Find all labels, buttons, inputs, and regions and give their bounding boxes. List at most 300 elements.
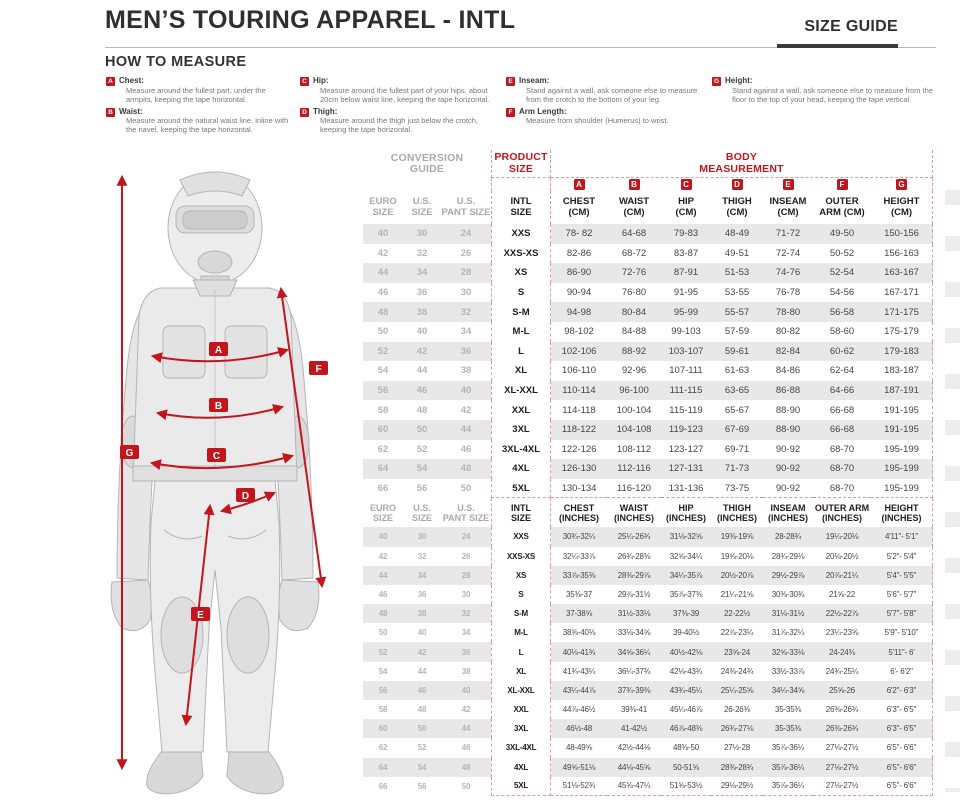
cell: 34¼-34⅝ [763,681,813,700]
cell: 116-120 [607,479,661,499]
legend-text-block [519,107,704,126]
cell: 48 [363,302,403,322]
cell: 30 [403,224,441,244]
cell: 130-134 [551,479,607,499]
legend-item [300,107,498,135]
table-row [363,777,933,796]
column-header: INSEAM (INCHES) [768,502,808,523]
badge-cell [607,178,661,191]
cell: 51-53 [711,263,763,283]
cell: 110-114 [551,381,607,401]
measure-legend [106,76,942,137]
column-header: CHEST (CM) [562,196,596,218]
cell: 22½-22⅞ [813,604,871,623]
cell: 78-80 [763,302,813,322]
cell: 38⅝-40⅛ [562,628,596,638]
cell: 33⅛-34⅝ [617,628,651,638]
how-to-measure-heading: HOW TO MEASURE [105,54,247,70]
cell: 50 [461,781,471,791]
column-header: OUTER ARM (INCHES) [814,502,870,523]
intl-size-cell: S-M [491,302,551,322]
cell: 23⅝-24 [711,642,763,661]
cell: 195-199 [871,459,933,479]
measurement-letter-badge: C [681,179,692,190]
cell: 46 [377,287,389,299]
figure-label-thigh: D [241,491,250,502]
cell: 118-122 [551,420,607,440]
cell: 37-38⅝ [551,604,607,623]
cell: 86-88 [763,381,813,401]
cell: 25¼-26¾ [607,527,661,546]
measurement-letter-badge: E [783,179,794,190]
intl-size-cell: XS [491,566,551,585]
legend-letter-badge: E [506,77,515,86]
cell: 35-35⅜ [763,719,813,738]
badge-cell [711,178,763,191]
cell: 80-84 [607,302,661,322]
cell: 38 [461,666,471,676]
cell: 46½-48 [551,719,607,738]
cell: 55-57 [711,302,763,322]
intl-size-cell: 3XL-4XL [491,440,551,460]
cell: 54 [403,459,441,479]
cell: 26 [460,247,472,259]
cell: 34 [403,566,441,585]
cell: 28⅜-28¾ [711,758,763,777]
cell: 56 [417,781,427,791]
table-row [363,420,933,440]
figure-label-chest: A [214,345,223,356]
badge-cell [813,178,871,191]
cell: 84-86 [775,365,801,377]
cell: 32 [441,604,491,623]
table-group-headers [363,150,933,178]
cell: 119-123 [661,420,711,440]
cell: 19⅝-20⅛ [720,551,754,561]
cell: 6'2"- 6'3" [871,681,933,700]
cell: 42 [403,342,441,362]
cell: 24¾-25¼ [825,666,859,676]
cell: 26⅜-26¾ [813,719,871,738]
cell: 88-90 [763,420,813,440]
table-row [363,263,933,283]
legend-item [106,76,292,104]
cell: 28⅜-29⅞ [607,566,661,585]
cell: 187-191 [871,381,933,401]
intl-size-cell: XXL [491,700,551,719]
cell: 28 [441,263,491,283]
cell: 54 [377,365,389,377]
cell: 106-110 [561,365,597,377]
intl-size-cell: XS [491,263,551,283]
cell: 26-26⅜ [724,705,750,715]
cell: 44 [363,263,403,283]
cell: 48-49⅝ [566,743,592,753]
cell: 48 [441,758,491,777]
cell: 34 [460,326,472,338]
cell: 122-126 [561,443,597,455]
cell: 50 [403,420,441,440]
table-row [363,719,933,738]
legend-item-description: Measure around the natural waist line, inline with the navel, keeping the tape horizontal. [126,116,289,134]
cell: 35⅞-36¼ [763,758,813,777]
cell: 100-104 [616,404,652,416]
cell: 32 [441,302,491,322]
cell: 34 [461,628,471,638]
figure-label-height: G [125,448,134,459]
cell: 40 [417,628,427,638]
cell: 62 [377,443,389,455]
cell: 31½-33⅛ [607,604,661,623]
rider-illustration [111,172,322,794]
legend-item [506,107,704,126]
column-header: WAIST (INCHES) [614,502,654,523]
intl-size-cell: L [491,342,551,362]
badge-cell [763,178,813,191]
cell: 111-115 [661,381,711,401]
cell: 5'2"- 5'4" [871,547,933,566]
cell: 44 [441,719,491,738]
cell: 76-78 [775,287,801,299]
cell: 58-60 [829,326,855,338]
cell: 48 [363,604,403,623]
cell: 27⅛-27½ [813,758,871,777]
column-header: U.S. PANT SIZE [441,196,491,218]
cell: 69-71 [724,443,750,455]
cell: 68-72 [621,247,647,259]
cell: 32 [417,551,427,561]
intl-size-cell: 5XL [491,777,551,796]
cell: 27⅛-27½ [813,777,871,796]
legend-item-description: Measure around the thigh just below the crotch, keeping the tape horizontal. [320,116,479,134]
cell: 84-88 [621,326,647,338]
cell: 30 [461,589,471,599]
cell: 49⅝-51⅛ [551,758,607,777]
legend-text-block [313,76,498,104]
column-header: OUTER ARM (CM) [819,196,865,218]
decorative-checker-strip [945,190,960,792]
table-row [363,662,933,681]
column-header: U.S. SIZE [411,502,432,523]
cell: 40 [416,326,428,338]
cell: 19⅜-19⅝ [711,527,763,546]
cell: 60 [363,719,403,738]
badge-cell [871,178,933,191]
legend-item-name: Arm Length: [519,106,567,116]
legend-item [300,76,498,104]
cell: 36¼-37¾ [617,666,651,676]
cell: 38 [403,604,441,623]
cell: 36 [441,642,491,661]
cell: 32⅝-34¼ [669,551,703,561]
table-row [363,623,933,642]
inches-size-table [363,498,933,796]
cell: 73-75 [711,479,763,499]
cell: 86-90 [551,263,607,283]
cell: 78- 82 [551,224,607,244]
cell: 46 [403,681,441,700]
cell: 68-70 [829,443,855,455]
cm-size-table [363,191,933,498]
cell: 76-80 [621,287,647,299]
cell: 49-50 [813,224,871,244]
body-measurement-header: BODY MEASUREMENT [551,150,933,178]
cell: 102-106 [551,342,607,362]
legend-text-block [119,107,292,135]
intl-size-cell: 5XL [491,479,551,499]
cell: 32 [416,247,428,259]
measurement-letter-badge: G [896,179,907,190]
legend-item-name: Height: [725,76,753,85]
legend-item-description: Stand against a wall, ask someone else to measure from the crotch to the bottom of your leg. [526,85,698,104]
measurement-letter-badge: F [837,179,848,190]
legend-item-description: Measure around the fullest part of your hips, about 20cm below waist line, keeping the tape horizontal. [320,85,490,104]
intl-size-cell: XL-XXL [491,681,551,700]
cell: 38 [460,365,472,377]
cell: 67-69 [711,420,763,440]
cell: 29⅞-31½ [617,589,651,599]
cell: 4'11"- 5'1" [871,527,933,546]
legend-text-block [313,107,498,135]
cell: 35⅞-36¼ [771,743,805,753]
cell: 56 [363,681,403,700]
legend-item [506,76,704,104]
table-row [363,224,933,244]
cell: 83-87 [673,247,699,259]
cell: 91-95 [673,287,699,299]
cell: 92-96 [621,365,647,377]
cell: 44 [417,666,427,676]
cell: 49-51 [724,247,750,259]
cell: 42 [461,705,471,715]
cell: 48 [417,705,427,715]
column-header: HEIGHT (INCHES) [871,498,933,527]
cell: 38 [403,302,441,322]
intl-size-cell: L [491,642,551,661]
measurement-figure [60,150,360,800]
cell: 46⅞-48⅜ [661,719,711,738]
badge-spacer [491,178,551,191]
cell: 51⅝-53½ [661,777,711,796]
table-row [363,642,933,661]
cell: 5'9"- 5'10" [871,623,933,642]
legend-item-description: Measure around the fullest part, under the armpits, keeping the tape horizontal. [126,85,266,104]
table-row [363,381,933,401]
cell: 71-72 [763,224,813,244]
cell: 32⅝-33⅛ [763,642,813,661]
cell: 74-76 [763,263,813,283]
legend-letter-badge: D [300,108,309,117]
intl-size-cell: 3XL [491,719,551,738]
intl-size-cell: S [491,283,551,303]
cell: 99-103 [671,326,701,338]
measurement-badge-row [363,178,933,191]
intl-size-cell: XXS-XS [491,547,551,566]
cell: 35-35⅜ [775,705,801,715]
size-guide-underline [777,44,898,48]
cell: 195-199 [871,440,933,460]
cell: 6'3"- 6'5" [871,700,933,719]
cell: 52 [416,443,428,455]
cell: 45⅝-47¼ [607,777,661,796]
intl-size-cell: M-L [491,623,551,642]
cell: 88-92 [607,342,661,362]
table-row [363,547,933,566]
cell: 48 [441,459,491,479]
cell: 52-54 [813,263,871,283]
cell: 51⅛-52¾ [551,777,607,796]
legend-item [712,76,942,104]
table-row [363,302,933,322]
cell: 126-130 [551,459,607,479]
cell: 41¾-43¼ [562,666,596,676]
cell: 50 [460,483,472,495]
cell: 72-76 [607,263,661,283]
cell: 44 [416,365,428,377]
cell: 42 [378,551,388,561]
cell: 27½-28 [724,743,750,753]
cell: 53-55 [724,287,750,299]
table-row [363,400,933,420]
legend-letter-badge: G [713,78,720,85]
cell: 21⅝-22 [829,589,855,599]
column-header: WAIST (CM) [618,196,650,218]
cell: 80-82 [775,326,801,338]
cell: 21¼-21⅝ [720,589,754,599]
cell: 57-59 [724,326,750,338]
cell: 82-84 [763,342,813,362]
cell: 56-58 [813,302,871,322]
intl-size-cell: 3XL [491,420,551,440]
table-row [363,440,933,460]
cell: 98-102 [564,326,594,338]
cell: 5'6"- 5'7" [871,585,933,604]
cell: 60 [363,420,403,440]
column-header: U.S. PANT SIZE [442,502,490,523]
table-row [363,527,933,546]
cell: 40½-42⅛ [661,642,711,661]
legend-item-name: Inseam: [519,76,550,85]
cell: 61-63 [724,365,750,377]
legend-item [106,107,292,135]
intl-size-cell: XXS [491,527,551,546]
cell: 44 [441,420,491,440]
cell: 42 [460,404,472,416]
column-header: INTL SIZE [491,498,551,527]
cell: 35⅜-37 [566,589,592,599]
cell: 58 [378,705,388,715]
cell: 37⅜-39 [661,604,711,623]
table-row [363,244,933,264]
legend-text-block [119,76,292,104]
column-header: U.S. SIZE [411,196,433,218]
table-row [363,342,933,362]
cell: 26¾-27⅛ [711,719,763,738]
cell: 94-98 [551,302,607,322]
cell: 48-49 [711,224,763,244]
cell: 112-116 [607,459,661,479]
cell: 44⅛-45⅝ [607,758,661,777]
column-header: THIGH (CM) [722,196,752,218]
badge-spacer [403,178,441,191]
table-row [363,738,933,757]
cell: 64 [363,459,403,479]
cell: 24-24⅜ [813,642,871,661]
cell: 33⅞-35⅜ [551,566,607,585]
cell: 30¾-32¼ [551,527,607,546]
cell: 36 [417,589,427,599]
cell: 62-64 [829,365,855,377]
cell: 31⅛-32⅝ [661,527,711,546]
cell: 54-56 [829,287,855,299]
cell: 90-94 [566,287,592,299]
cell: 127-131 [661,459,711,479]
cell: 191-195 [871,420,933,440]
cell: 131-136 [661,479,711,499]
cell: 43¾-45¼ [661,681,711,700]
measurement-letter-badge: D [732,179,743,190]
cell: 40 [363,224,403,244]
table-row [363,479,933,499]
cell: 43¼-44⅞ [551,681,607,700]
cell: 171-175 [871,302,933,322]
legend-text-block [725,76,942,104]
measurement-letter-badge: B [629,179,640,190]
cell: 114-118 [562,404,596,416]
intl-size-cell: S-M [491,604,551,623]
cell: 40 [441,381,491,401]
cell: 46 [378,589,388,599]
cell: 35⅞-36¼ [763,777,813,796]
cell: 62 [378,743,388,753]
cell: 175-179 [871,322,933,342]
cell: 41-42½ [607,719,661,738]
cell: 5'4"- 5'5" [871,566,933,585]
cell: 34 [403,263,441,283]
column-header: CHEST (INCHES) [559,502,599,523]
cell: 68-70 [813,459,871,479]
cell: 52 [363,342,403,362]
column-header: HIP (INCHES) [666,502,706,523]
cell: 167-171 [871,283,933,303]
cell: 27⅛-27½ [825,743,859,753]
table-row [363,758,933,777]
cell: 6'5"- 6'6" [871,777,933,796]
legend-item-description: Stand against a wall, ask someone else to measure from the floor to the top of your head, keeping the tape vertical. [732,85,933,104]
cell: 39⅜-41 [621,705,647,715]
cell: 50-52 [829,247,855,259]
column-header: EURO SIZE [369,502,396,523]
cell: 64-66 [813,381,871,401]
cell: 191-195 [871,400,933,420]
cell: 37¾-39⅜ [607,681,661,700]
measurement-letter-badge: A [574,179,585,190]
cell: 66 [378,781,388,791]
cell: 88-90 [775,404,801,416]
cell: 35⅞-37⅜ [669,589,703,599]
table-row [363,566,933,585]
legend-column [506,76,704,137]
figure-label-hip: C [212,451,221,462]
cell: 28 [441,566,491,585]
cell: 6'- 6'2" [871,662,933,681]
legend-item-name: Thigh: [313,106,338,116]
intl-size-cell: M-L [491,322,551,342]
cell: 42½-44⅛ [617,743,651,753]
legend-letter-badge: B [106,108,115,117]
cell: 25⅝-26 [813,681,871,700]
column-header: HEIGHT (CM) [871,191,933,224]
